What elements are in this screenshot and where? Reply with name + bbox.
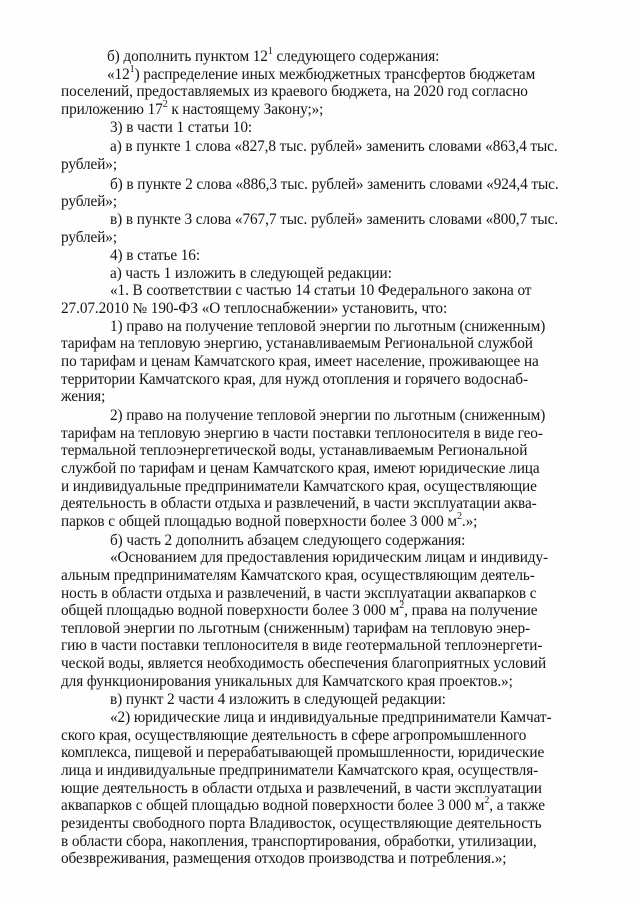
text-line: в) пункт 2 части 4 изложить в следующей редакции: <box>110 691 446 708</box>
text-line: ность в области отдыха и развлечений, в части эксплуатации аквапарков с <box>61 585 537 602</box>
text-line: 4) в статье 16: <box>110 247 200 264</box>
text-line: территории Камчатского края, для нужд отопления и горячего водоснаб- <box>61 371 528 388</box>
text-line: службой по тарифам и ценам Камчатского края, имеют юридические лица <box>61 460 540 477</box>
text-line: и индивидуальные предприниматели Камчатского края, осуществляющие <box>61 478 537 495</box>
text-line: общей площадью водной поверхности более 3 000 $м^2$, права на получение <box>61 599 538 619</box>
text-line: альным предпринимателям Камчатского края, осуществляющим деятель- <box>61 567 535 584</box>
text-line: гию в части поставки теплоносителя в виде геотермальной теплоэнергети- <box>61 637 543 654</box>
text-line: 1) право на получение тепловой энергии по льготным (сниженным) <box>110 318 546 335</box>
text-line: резиденты свободного порта Владивосток, осуществляющие деятельность <box>61 815 542 832</box>
text-line: для функционирования уникальных для Камчатского края проектов.»; <box>61 673 513 690</box>
text-line: рублей»; <box>61 193 118 210</box>
text-line: тарифам на тепловую энергию, устанавливаемым Региональной службой <box>61 335 533 352</box>
text-line: термальной теплоэнергетической воды, устанавливаемым Региональной <box>61 442 528 459</box>
text-line: б) в пункте 2 слова «886,3 тыс. рублей» заменить словами «924,4 тыс. <box>110 176 559 193</box>
text-line: деятельность в области отдыха и развлечений, в части эксплуатации аква- <box>61 495 537 512</box>
text-line: приложению $17^2$ к настоящему Закону;»; <box>61 98 324 118</box>
text-line: 27.07.2010 № 190-ФЗ «О теплоснабжении» установить, что: <box>61 300 448 317</box>
text-line: а) в пункте 1 слова «827,8 тыс. рублей» заменить словами «863,4 тыс. <box>110 138 558 155</box>
text-line: в) в пункте 3 слова «767,7 тыс. рублей» заменить словами «800,7 тыс. <box>110 211 558 228</box>
text-line: обезвреживания, размещения отходов производства и потребления.»; <box>61 850 507 867</box>
text-line: тепловой энергии по льготным (сниженным) тарифам на тепловую энер- <box>61 620 531 637</box>
text-line: «Основанием для предоставления юридическим лицам и индивиду- <box>110 549 549 566</box>
text-line: а) часть 1 изложить в следующей редакции: <box>110 265 392 282</box>
text-line: жения; <box>61 388 106 405</box>
text-line: в области сбора, накопления, транспортирования, обработки, утилизации, <box>61 833 537 850</box>
text-line: б) дополнить пунктом $12^1$ следующего содержания: <box>107 45 440 65</box>
text-line: 2) право на получение тепловой энергии по льготным (сниженным) <box>110 407 546 424</box>
text-line: «$12^1$) распределение иных межбюджетных трансфертов бюджетам <box>107 63 536 83</box>
text-line: лица и индивидуальные предприниматели Камчатского края, осуществля- <box>61 762 539 779</box>
text-line: ского края, осуществляющие деятельность в сфере агропромышленного <box>61 727 527 744</box>
text-line: по тарифам и ценам Камчатского края, имеет население, проживающее на <box>61 353 539 370</box>
text-line: поселений, предоставляемых из краевого бюджета, на 2020 год согласно <box>61 83 528 100</box>
text-line: рублей»; <box>61 229 118 246</box>
text-line: «2) юридические лица и индивидуальные предприниматели Камчат- <box>110 709 552 726</box>
text-line: аквапарков с общей площадью водной поверхности более 3 000 $м^2$, а также <box>61 794 545 814</box>
text-line: парков с общей площадью водной поверхности более 3 000 $м^2$.»; <box>61 510 478 530</box>
text-line: 3) в части 1 статьи 10: <box>110 119 253 136</box>
text-line: комплекса, пищевой и перерабатывающей промышленности, юридические <box>61 744 545 761</box>
text-line: рублей»; <box>61 156 118 173</box>
text-line: «1. В соответствии с частью 14 статьи 10 Федерального закона от <box>110 282 532 299</box>
text-line: тарифам на тепловую энергию в части поставки теплоносителя в виде гео- <box>61 425 543 442</box>
text-line: б) часть 2 дополнить абзацем следующего содержания: <box>110 532 466 549</box>
text-line: ющие деятельность в области отдыха и развлечений, в части эксплуатации <box>61 780 542 797</box>
text-line: ческой воды, является необходимость обеспечения благоприятных условий <box>61 655 547 672</box>
